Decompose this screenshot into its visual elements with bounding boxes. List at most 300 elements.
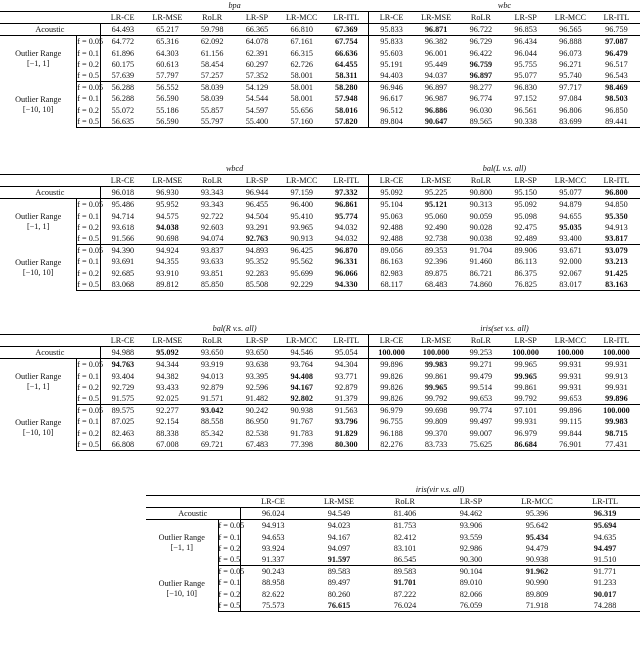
table-cell: 95.449 bbox=[424, 59, 448, 69]
row-label-acoustic: Acoustic bbox=[0, 187, 100, 199]
table-cell: 96.944 bbox=[235, 187, 280, 199]
dataset-title: iris(vir v.s. all) bbox=[415, 485, 465, 494]
table-cell: 67.161 bbox=[290, 37, 313, 47]
f-value-label: f = 0.5 bbox=[218, 600, 241, 610]
table-cell: 98.277 bbox=[469, 83, 493, 93]
table-cell: 91.379 bbox=[324, 393, 369, 405]
table-cell: 94.497 bbox=[593, 543, 617, 553]
table-cell: 75.573 bbox=[240, 600, 306, 612]
table-cell: 97.101 bbox=[514, 406, 537, 416]
table-cell: 92.879 bbox=[200, 382, 224, 392]
table-cell: 94.013 bbox=[200, 371, 224, 381]
table-cell: 93.650 bbox=[190, 347, 235, 359]
table-cell: 96.888 bbox=[559, 37, 582, 47]
table-cell: 67.754 bbox=[324, 36, 369, 48]
table-row bbox=[146, 600, 640, 612]
table-cell: 99.896 bbox=[559, 406, 582, 416]
table-cell: 94.575 bbox=[156, 211, 179, 221]
table-cell: 97.084 bbox=[559, 94, 582, 104]
column-header: LR-CE bbox=[369, 12, 414, 24]
table-cell: 100.000 bbox=[548, 347, 593, 359]
table-cell: 95.077 bbox=[503, 70, 548, 82]
table-cell: 96.800 bbox=[593, 187, 640, 199]
table-cell: 94.924 bbox=[156, 246, 179, 256]
table-cell: 68.117 bbox=[369, 279, 414, 291]
table-cell: 91.337 bbox=[240, 554, 306, 566]
table-cell: 92.229 bbox=[279, 279, 324, 291]
table-cell: 92.490 bbox=[424, 222, 448, 232]
table-cell: 96.722 bbox=[458, 24, 503, 36]
f-value-label: f = 0.1 bbox=[77, 48, 99, 58]
table-cell: 58.280 bbox=[324, 82, 369, 94]
table-cell: 90.698 bbox=[145, 233, 190, 245]
table-cell: 96.455 bbox=[245, 200, 269, 210]
table-cell: 99.931 bbox=[559, 371, 582, 381]
table-cell: 99.896 bbox=[380, 360, 403, 370]
f-value-label: f = 0.5 bbox=[77, 234, 99, 244]
table-cell: 86.545 bbox=[372, 554, 438, 566]
table-cell: 96.517 bbox=[605, 59, 628, 69]
table-cell: 99.931 bbox=[605, 360, 628, 370]
column-header: LR-MSE bbox=[414, 335, 459, 347]
table-cell: 77.398 bbox=[279, 439, 324, 451]
column-header: LR-CE bbox=[240, 496, 306, 508]
table-cell: 82.622 bbox=[261, 589, 285, 599]
dataset-title-right: iris(set v.s. all) bbox=[480, 324, 529, 333]
table-cell: 99.965 bbox=[514, 360, 537, 370]
column-header: LR-CE bbox=[369, 175, 414, 187]
f-value-label: f = 0.1 bbox=[77, 211, 99, 221]
f-value-label: f = 0.2 bbox=[77, 105, 99, 115]
table-cell: 100.000 bbox=[369, 347, 414, 359]
table-cell: 93.796 bbox=[324, 416, 369, 427]
table-cell: 94.403 bbox=[369, 70, 414, 82]
table-cell: 93.404 bbox=[111, 371, 135, 381]
table-cell: 80.260 bbox=[327, 589, 351, 599]
table-cell: 58.016 bbox=[324, 105, 369, 116]
column-header: LR-ITL bbox=[324, 175, 369, 187]
table-cell: 98.469 bbox=[605, 83, 628, 93]
column-header: LR-MSE bbox=[145, 175, 190, 187]
table-cell: 95.562 bbox=[290, 257, 313, 267]
table-cell: 93.691 bbox=[111, 257, 135, 267]
table-cell: 95.035 bbox=[559, 222, 582, 232]
table-cell: 57.257 bbox=[190, 70, 235, 82]
outlier-range-group bbox=[0, 82, 77, 128]
table-cell: 94.988 bbox=[100, 347, 145, 359]
table-cell: 94.023 bbox=[327, 521, 351, 531]
table-cell: 88.958 bbox=[261, 578, 285, 588]
table-cell: 93.291 bbox=[245, 222, 269, 232]
column-header: LR-SP bbox=[438, 496, 504, 508]
table-cell: 90.059 bbox=[469, 211, 493, 221]
table-cell: 55.186 bbox=[156, 105, 179, 115]
table-cell: 99.931 bbox=[514, 417, 537, 427]
dataset-title-right: wbc bbox=[497, 1, 512, 10]
table-cell: 95.774 bbox=[324, 211, 369, 222]
table-cell: 58.311 bbox=[324, 70, 369, 82]
f-value-label: f = 0.1 bbox=[77, 257, 99, 267]
table-cell: 90.038 bbox=[459, 233, 504, 245]
table-cell: 99.792 bbox=[414, 393, 459, 405]
table-cell: 56.288 bbox=[111, 83, 135, 93]
table-cell: 98.503 bbox=[605, 94, 628, 104]
table-row bbox=[0, 393, 640, 405]
table-cell: 99.826 bbox=[380, 382, 403, 392]
table-cell: 96.853 bbox=[503, 24, 548, 36]
table-cell: 96.319 bbox=[570, 508, 640, 520]
table-cell: 82.538 bbox=[245, 428, 269, 438]
table-row bbox=[0, 245, 640, 257]
table-cell: 99.007 bbox=[469, 428, 493, 438]
table-cell: 94.032 bbox=[324, 233, 369, 245]
row-label-acoustic: Acoustic bbox=[146, 508, 240, 520]
table-cell: 55.656 bbox=[290, 105, 313, 115]
table-cell: 93.650 bbox=[235, 347, 280, 359]
dataset-title-right: bal(L v.s. all) bbox=[482, 164, 527, 173]
f-value-label: f = 0.1 bbox=[77, 94, 99, 104]
table-cell: 97.332 bbox=[324, 187, 369, 199]
column-header-row bbox=[146, 496, 640, 508]
column-header: LR-ITL bbox=[593, 335, 640, 347]
table-row bbox=[0, 347, 640, 359]
table-row bbox=[146, 520, 640, 532]
table-cell: 91.460 bbox=[469, 257, 493, 267]
outlier-range-group bbox=[0, 36, 77, 82]
table-cell: 85.850 bbox=[190, 279, 235, 291]
table-cell: 93.924 bbox=[261, 543, 285, 553]
f-value-label: f = 0.1 bbox=[77, 371, 99, 381]
table-cell: 92.025 bbox=[145, 393, 190, 405]
table-cell: 71.918 bbox=[504, 600, 570, 612]
table-row bbox=[146, 532, 640, 543]
table-cell: 93.906 bbox=[459, 521, 483, 531]
table-cell: 56.590 bbox=[156, 94, 179, 104]
table-cell: 99.271 bbox=[469, 360, 493, 370]
table-cell: 96.044 bbox=[514, 48, 537, 58]
f-value-label: f = 0.05 bbox=[77, 83, 104, 93]
table-cell: 66.636 bbox=[324, 48, 369, 59]
results-table bbox=[146, 484, 640, 612]
table-cell: 91.482 bbox=[235, 393, 280, 405]
table-cell: 92.802 bbox=[279, 393, 324, 405]
f-value-label: f = 0.05 bbox=[77, 37, 104, 47]
table-cell: 96.774 bbox=[469, 94, 493, 104]
table-cell: 94.913 bbox=[605, 222, 628, 232]
table-cell: 87.222 bbox=[393, 589, 417, 599]
table-cell: 92.488 bbox=[380, 222, 403, 232]
table-cell: 96.759 bbox=[593, 24, 640, 36]
table-cell: 96.830 bbox=[514, 83, 537, 93]
table-cell: 93.764 bbox=[290, 360, 313, 370]
table-cell: 57.948 bbox=[324, 93, 369, 104]
column-header: LR-ITL bbox=[324, 335, 369, 347]
table-cell: 89.875 bbox=[424, 268, 448, 278]
table-cell: 95.150 bbox=[503, 187, 548, 199]
table-cell: 57.352 bbox=[235, 70, 280, 82]
f-value-label: f = 0.05 bbox=[77, 360, 104, 370]
outlier-range-group bbox=[0, 405, 77, 451]
outlier-range-label: Outlier Range bbox=[15, 417, 62, 427]
table-cell: 95.694 bbox=[593, 521, 617, 531]
table-cell: 93.079 bbox=[605, 246, 628, 256]
table-cell: 100.000 bbox=[414, 347, 459, 359]
table-row bbox=[0, 187, 640, 199]
table-cell: 96.188 bbox=[380, 428, 403, 438]
table-cell: 92.722 bbox=[200, 211, 224, 221]
table-cell: 75.625 bbox=[458, 439, 503, 451]
table-cell: 96.759 bbox=[469, 59, 493, 69]
table-cell: 58.039 bbox=[200, 83, 224, 93]
table-cell: 87.025 bbox=[111, 417, 135, 427]
table-cell: 91.563 bbox=[324, 405, 369, 417]
table-cell: 99.653 bbox=[548, 393, 593, 405]
table-cell: 92.489 bbox=[503, 233, 548, 245]
table-row bbox=[0, 405, 640, 417]
results-block-bpa-wbc bbox=[0, 0, 640, 128]
table-cell: 83.068 bbox=[100, 279, 145, 291]
table-cell: 76.059 bbox=[438, 600, 504, 612]
table-cell: 91.575 bbox=[100, 393, 145, 405]
table-cell: 61.896 bbox=[111, 48, 135, 58]
table-cell: 89.804 bbox=[369, 116, 414, 128]
f-value-label: f = 0.5 bbox=[218, 555, 241, 565]
column-header: RoLR bbox=[190, 175, 235, 187]
table-cell: 76.615 bbox=[306, 600, 372, 612]
table-cell: 88.558 bbox=[200, 417, 224, 427]
table-cell: 95.350 bbox=[605, 211, 628, 221]
table-cell: 58.039 bbox=[200, 94, 224, 104]
table-cell: 99.370 bbox=[424, 428, 448, 438]
table-row bbox=[0, 222, 640, 233]
table-cell: 65.316 bbox=[156, 37, 179, 47]
table-cell: 99.965 bbox=[424, 382, 448, 392]
table-cell: 95.833 bbox=[380, 37, 403, 47]
table-cell: 86.950 bbox=[245, 417, 269, 427]
table-cell: 96.512 bbox=[380, 105, 403, 115]
f-value-label: f = 0.5 bbox=[77, 116, 99, 126]
table-cell: 91.771 bbox=[593, 567, 617, 577]
table-cell: 85.342 bbox=[200, 428, 224, 438]
table-cell: 81.753 bbox=[393, 521, 417, 531]
table-cell: 99.826 bbox=[380, 371, 403, 381]
f-value-label: f = 0.05 bbox=[77, 246, 104, 256]
table-cell: 83.733 bbox=[414, 439, 459, 451]
f-value-label: f = 0.1 bbox=[218, 578, 241, 588]
table-cell: 96.561 bbox=[514, 105, 537, 115]
table-row bbox=[0, 439, 640, 451]
outlier-range-interval: [−1, 1] bbox=[26, 222, 50, 232]
table-cell: 85.508 bbox=[235, 279, 280, 291]
table-cell: 57.160 bbox=[279, 116, 324, 128]
results-block-bal-r-iris-set bbox=[0, 323, 640, 451]
dataset-title-left: bal(R v.s. all) bbox=[212, 324, 257, 333]
table-cell: 54.129 bbox=[245, 83, 269, 93]
table-cell: 89.353 bbox=[424, 246, 448, 256]
f-value-label: f = 0.2 bbox=[77, 268, 99, 278]
table-cell: 82.276 bbox=[369, 439, 414, 451]
table-cell: 94.763 bbox=[111, 360, 135, 370]
table-row bbox=[0, 279, 640, 291]
table-cell: 96.755 bbox=[380, 417, 403, 427]
table-cell: 68.483 bbox=[414, 279, 459, 291]
table-cell: 99.861 bbox=[424, 371, 448, 381]
column-header: RoLR bbox=[372, 496, 438, 508]
dataset-title-row bbox=[0, 163, 640, 175]
table-cell: 99.844 bbox=[559, 428, 582, 438]
table-cell: 66.810 bbox=[279, 24, 324, 36]
column-header: LR-MSE bbox=[145, 335, 190, 347]
table-row bbox=[146, 543, 640, 554]
table-cell: 92.603 bbox=[200, 222, 224, 232]
table-cell: 81.406 bbox=[372, 508, 438, 520]
table-cell: 96.870 bbox=[324, 245, 369, 257]
table-cell: 93.395 bbox=[245, 371, 269, 381]
table-cell: 93.400 bbox=[548, 233, 593, 245]
table-cell: 76.024 bbox=[372, 600, 438, 612]
table-cell: 99.931 bbox=[605, 382, 628, 392]
table-cell: 64.493 bbox=[100, 24, 145, 36]
f-value-label: f = 0.1 bbox=[77, 417, 99, 427]
table-cell: 92.067 bbox=[559, 268, 582, 278]
table-cell: 66.808 bbox=[100, 439, 145, 451]
table-cell: 86.113 bbox=[514, 257, 537, 267]
table-cell: 93.771 bbox=[324, 371, 369, 382]
table-cell: 91.566 bbox=[100, 233, 145, 245]
table-cell: 83.163 bbox=[593, 279, 640, 291]
results-table bbox=[0, 323, 640, 451]
outlier-range-group bbox=[0, 245, 77, 291]
table-cell: 95.225 bbox=[414, 187, 459, 199]
table-cell: 56.590 bbox=[145, 116, 190, 128]
table-cell: 96.400 bbox=[290, 200, 313, 210]
table-cell: 60.297 bbox=[245, 59, 269, 69]
table-cell: 96.897 bbox=[424, 83, 448, 93]
table-cell: 94.655 bbox=[559, 211, 582, 221]
table-cell: 89.583 bbox=[393, 567, 417, 577]
outlier-range-interval: [−10, 10] bbox=[22, 267, 54, 277]
table-cell: 95.092 bbox=[145, 347, 190, 359]
table-row bbox=[0, 105, 640, 116]
table-cell: 94.479 bbox=[525, 543, 549, 553]
table-cell: 94.850 bbox=[605, 200, 628, 210]
table-cell: 62.092 bbox=[200, 37, 224, 47]
table-cell: 94.167 bbox=[290, 382, 313, 392]
f-value-label: f = 0.2 bbox=[218, 543, 241, 553]
table-cell: 94.390 bbox=[111, 246, 135, 256]
table-cell: 94.038 bbox=[156, 222, 179, 232]
table-row bbox=[0, 268, 640, 279]
table-cell: 96.024 bbox=[240, 508, 306, 520]
table-cell: 90.028 bbox=[469, 222, 493, 232]
outlier-range-group bbox=[0, 359, 77, 405]
table-cell: 96.479 bbox=[605, 48, 628, 58]
table-cell: 93.817 bbox=[593, 233, 640, 245]
table-row bbox=[146, 554, 640, 566]
f-value-label: f = 0.05 bbox=[218, 567, 245, 577]
table-cell: 99.115 bbox=[559, 417, 582, 427]
f-value-label: f = 0.2 bbox=[77, 428, 99, 438]
table-cell: 86.721 bbox=[469, 268, 493, 278]
table-cell: 96.946 bbox=[380, 83, 403, 93]
table-cell: 95.396 bbox=[504, 508, 570, 520]
f-value-label: f = 0.2 bbox=[77, 382, 99, 392]
column-header: LR-MCC bbox=[279, 335, 324, 347]
column-header: LR-SP bbox=[503, 12, 548, 24]
outlier-range-interval: [−1, 1] bbox=[26, 59, 50, 69]
column-header: LR-CE bbox=[100, 175, 145, 187]
table-cell: 82.983 bbox=[380, 268, 403, 278]
table-cell: 96.565 bbox=[548, 24, 593, 36]
table-cell: 94.382 bbox=[156, 371, 179, 381]
table-cell: 92.396 bbox=[424, 257, 448, 267]
table-cell: 83.101 bbox=[393, 543, 417, 553]
table-cell: 74.288 bbox=[570, 600, 640, 612]
table-cell: 94.546 bbox=[279, 347, 324, 359]
column-header: LR-MSE bbox=[414, 175, 459, 187]
table-cell: 86.375 bbox=[514, 268, 537, 278]
table-cell: 58.001 bbox=[279, 70, 324, 82]
table-cell: 91.510 bbox=[570, 554, 640, 566]
table-cell: 95.098 bbox=[514, 211, 537, 221]
table-cell: 64.772 bbox=[111, 37, 135, 47]
table-cell: 91.233 bbox=[593, 578, 617, 588]
table-cell: 97.717 bbox=[559, 83, 582, 93]
table-row bbox=[0, 59, 640, 70]
table-cell: 69.721 bbox=[190, 439, 235, 451]
column-header: LR-MCC bbox=[548, 12, 593, 24]
table-cell: 92.738 bbox=[414, 233, 459, 245]
column-header: LR-MSE bbox=[414, 12, 459, 24]
column-header-row bbox=[0, 335, 640, 347]
table-cell: 57.797 bbox=[145, 70, 190, 82]
column-header: LR-SP bbox=[235, 175, 280, 187]
f-value-label: f = 0.2 bbox=[77, 59, 99, 69]
table-cell: 92.729 bbox=[111, 382, 135, 392]
column-header: LR-MCC bbox=[548, 335, 593, 347]
table-row bbox=[0, 211, 640, 222]
column-header: LR-MCC bbox=[279, 12, 324, 24]
table-cell: 96.018 bbox=[100, 187, 145, 199]
table-cell: 95.352 bbox=[245, 257, 269, 267]
table-row bbox=[0, 359, 640, 371]
column-header: RoLR bbox=[190, 12, 235, 24]
table-cell: 64.303 bbox=[156, 48, 179, 58]
table-cell: 93.837 bbox=[200, 246, 224, 256]
table-cell: 99.514 bbox=[469, 382, 493, 392]
table-cell: 100.000 bbox=[503, 347, 548, 359]
table-cell: 94.304 bbox=[324, 359, 369, 371]
table-cell: 93.910 bbox=[156, 268, 179, 278]
table-cell: 99.931 bbox=[559, 382, 582, 392]
table-cell: 93.343 bbox=[190, 187, 235, 199]
table-cell: 95.434 bbox=[525, 532, 549, 542]
column-header: LR-SP bbox=[503, 175, 548, 187]
table-cell: 92.277 bbox=[156, 406, 179, 416]
table-cell: 54.597 bbox=[245, 105, 269, 115]
table-cell: 89.441 bbox=[593, 116, 640, 128]
table-row bbox=[0, 70, 640, 82]
table-cell: 82.412 bbox=[393, 532, 417, 542]
table-cell: 95.092 bbox=[514, 200, 537, 210]
table-cell: 67.008 bbox=[145, 439, 190, 451]
table-cell: 94.462 bbox=[438, 508, 504, 520]
table-row bbox=[0, 382, 640, 393]
table-cell: 74.860 bbox=[459, 279, 504, 291]
table-cell: 89.010 bbox=[459, 578, 483, 588]
table-cell: 99.896 bbox=[593, 393, 640, 405]
f-value-label: f = 0.05 bbox=[218, 521, 245, 531]
